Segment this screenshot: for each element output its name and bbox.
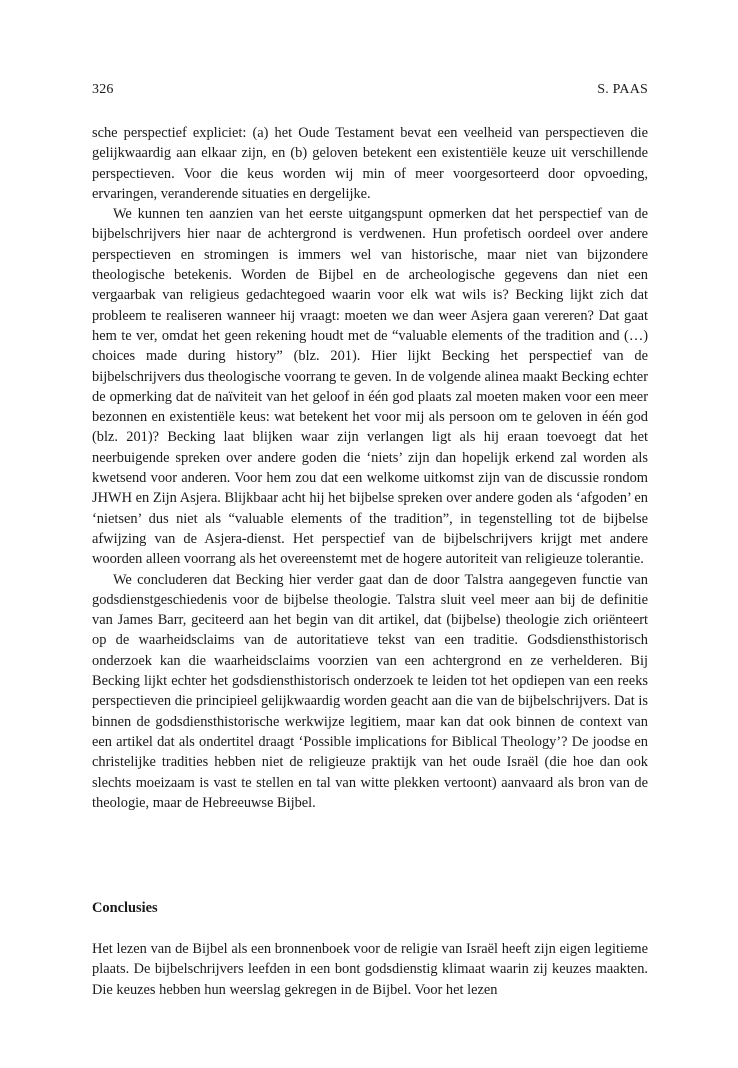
paragraph-becking-perspective: We kunnen ten aanzien van het eerste uitgangspunt opmerken dat het perspectief van de bijbelschrijvers hier naar de achtergrond is verdwenen. Hun profetisch oordeel over andere perspectieven en stromingen is immers wel van historische, maar niet van bijzondere theologische betekenis. Worden de Bijbel en de archeologische gegevens dan niet een vergaarbak van religieus gedachtegoed waarin voor elk wat wils is? Becking lijkt zich dat probleem te realiseren wanneer hij vraagt: moeten we dan weer Asjera gaan vereren? Dat gaat hem te ver, omdat het geen rekening houdt met de “valuable elements of the tradition and (…) choices made during history” (blz. 201). Hier lijkt Becking het perspectief van de bijbelschrijvers dus theologische voorrang te geven. In de volgende alinea maakt Becking echter de opmerking dat de naïviteit van het geloof in één god plaats zal moeten maken voor een meer bezonnen en existentiële keus: wat betekent het voor mij als persoon om te geloven in één god (blz. 201)? Becking laat blijken waar zijn verlangen ligt als hij eraan toevoegt dat het neerbuigende spreken over andere goden die ‘niets’ zijn dan hopelijk erkend zal worden als kwetsend voor anderen. Voor hem zou dat een welkome uitkomst zijn van de discussie rondom JHWH en Zijn Asjera. Blijkbaar acht hij het bijbelse spreken over andere goden als ‘afgoden’ en ‘nietsen’ dus niet als “valuable elements of the tradition”, in tegenstelling tot de bijbelse afwijzing van de Asjera-dienst. Het perspectief van de bijbelschrijvers krijgt met andere woorden alleen voorrang als het overeenstemt met de hogere autoriteit van religieuze tolerantie.: [92, 206, 648, 568]
paragraph-talstra-comparison: We concluderen dat Becking hier verder gaat dan de door Talstra aangegeven functie van godsdienstgeschiedenis voor de bijbelse theologie. Talstra sluit veel meer aan bij de definitie van James Barr, geciteerd aan het begin van dit artikel, dat (bijbelse) theologie zich oriënteert op de waarheidsclaims van de autoritatieve tekst van een traditie. Godsdiensthistorisch onderzoek kan die waarheidsclaims voorzien van een achtergrond en ze verhelderen. Bij Becking lijkt echter het godsdiensthistorisch onderzoek te leiden tot het opdiepen van een reeks perspectieven die principieel gelijkwaardig worden geacht aan die van de bijbelschrijvers. Dat is binnen de godsdiensthistorische werkwijze legitiem, maar kan dat ook binnen de context van een artikel dat als ondertitel draagt ‘Possible implications for Biblical Theology’? De joodse en christelijke tradities hebben niet de religieuze praktijk van het oude Israël (die hoe dan ook slechts moeizaam is vast te stellen en tal van witte plekken vertoont) aanvaard als bron van de theologie, maar de Hebreeuwse Bijbel.: [92, 571, 648, 811]
page-number: 326: [92, 82, 114, 97]
conclusion-text: [92, 939, 648, 1000]
paragraph-conclusion: Het lezen van de Bijbel als een bronnenboek voor de religie van Israël heeft zijn eigen legitieme plaats. De bijbelschrijvers leefden in een bont godsdienstig klimaat waarin zij keuzes maakten. Die keuzes hebben hun weerslag gekregen in de Bijbel. Voor het lezen: [92, 941, 648, 998]
running-head-author: S. PAAS: [597, 82, 648, 97]
running-header: [92, 80, 648, 100]
paragraph-continuation: sche perspectief expliciet: (a) het Oude Testament bevat een veelheid van perspectieven die gelijkwaardig aan elkaar zijn, en (b) geloven betekent een existentiële keuze uit verschillende perspectieven. Voor die keus worden wij min of meer voorgesorteerd door opvoeding, ervaringen, veranderende situaties en dergelijke.: [92, 125, 648, 202]
body-text: [92, 123, 648, 813]
section-heading-conclusies: Conclusies: [92, 900, 158, 916]
